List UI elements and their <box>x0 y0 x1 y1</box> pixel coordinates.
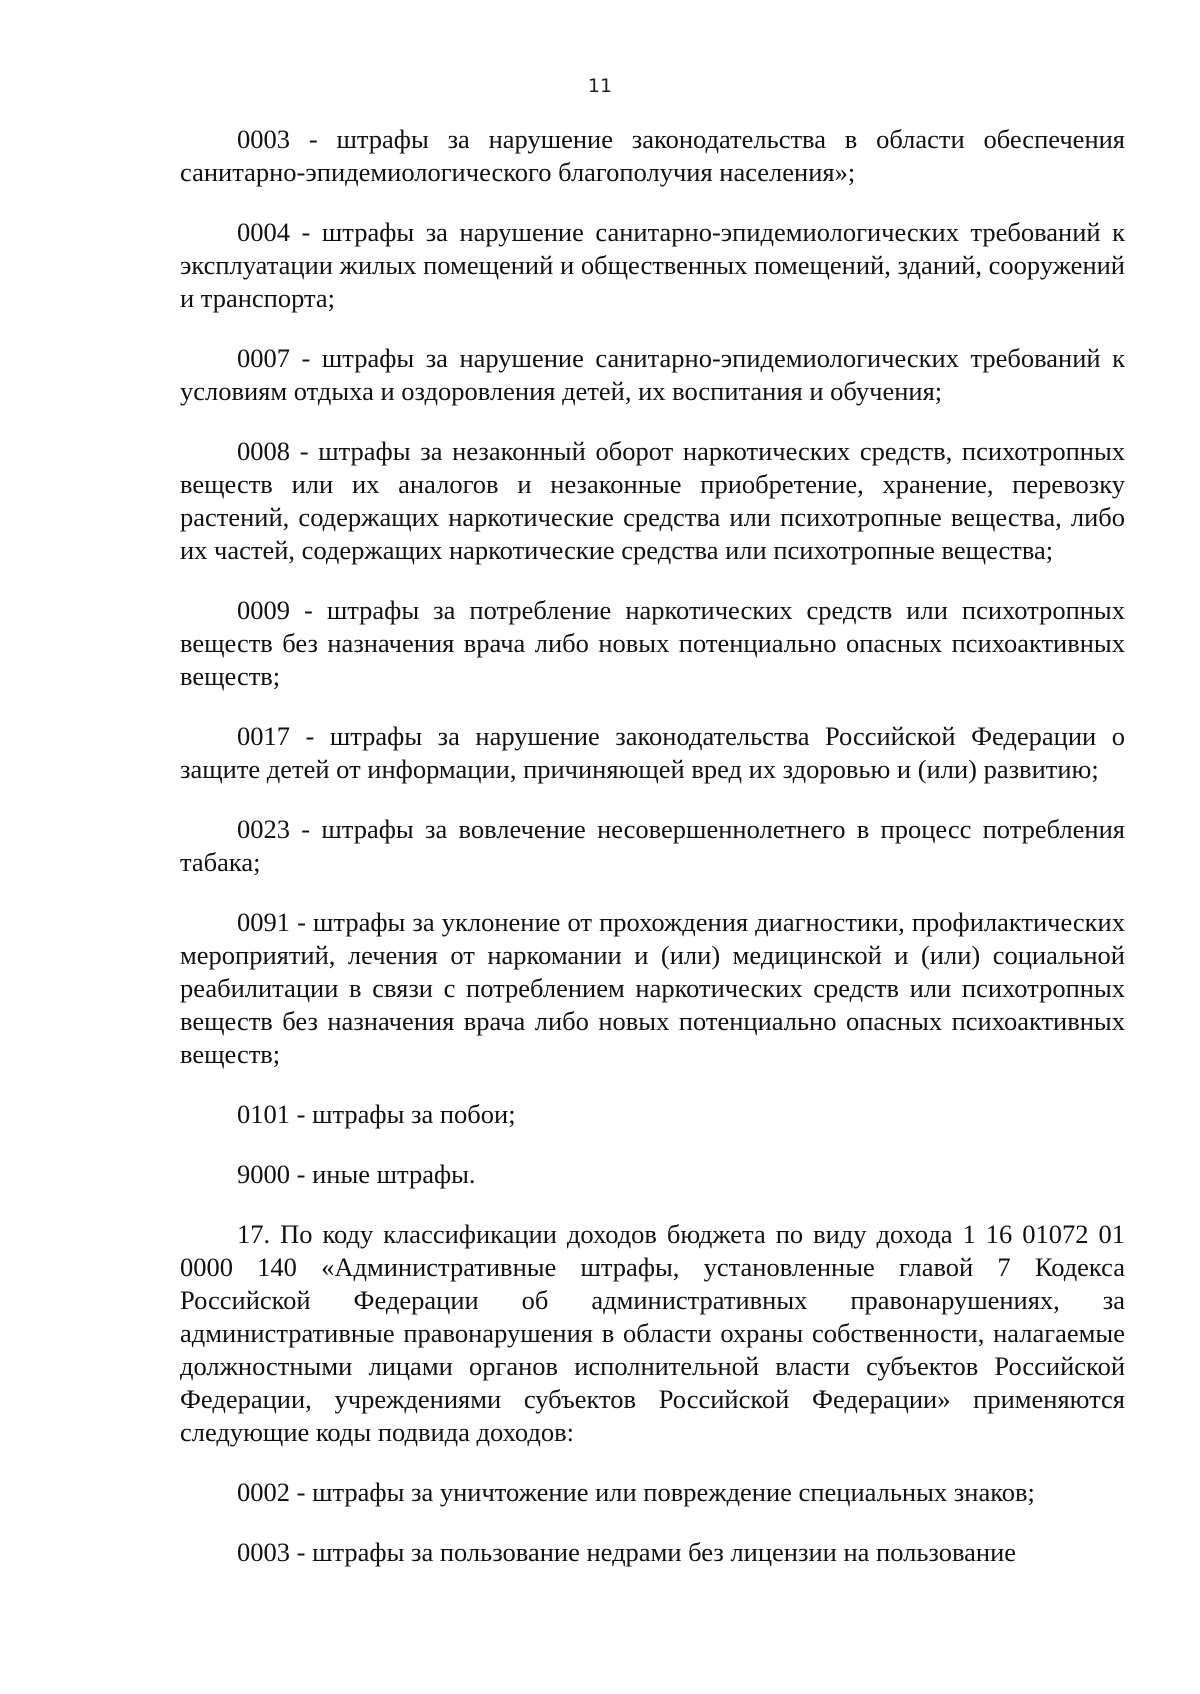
paragraph-code-0004: 0004 - штрафы за нарушение санитарно-эпидемиологических требований к эксплуатации жилых помещений и общественных помещений, зданий, сооружений и транспорта; <box>180 217 1125 313</box>
paragraph-code-9000: 9000 - иные штрафы. <box>237 1159 476 1189</box>
paragraph-section-17: 17. По коду классификации доходов бюджета по виду дохода 1 16 01072 01 0000 140 «Административные штрафы, установленные главой 7 Кодекса Российской Федерации об административных правонарушениях, за административные правонарушения в области охраны собственности, налагаемые должностными лицами органов исполнительной власти субъектов Российской Федерации, учреждениями субъектов Российской Федерации» применяются следующие коды подвида доходов: <box>180 1219 1125 1447</box>
page-number: 11 <box>587 75 613 97</box>
paragraph-code-0008: 0008 - штрафы за незаконный оборот наркотических средств, психотропных веществ или их аналогов и незаконные приобретение, хранение, перевозку растений, содержащих наркотические средства или психотропные вещества, либо их частей, содержащих наркотические средства или психотропные вещества; <box>180 436 1125 565</box>
paragraph-code-0007: 0007 - штрафы за нарушение санитарно-эпидемиологических требований к условиям отдыха и оздоровления детей, их воспитания и обучения; <box>180 343 1125 406</box>
paragraph-code-0003-subsoil: 0003 - штрафы за пользование недрами без лицензии на пользование <box>237 1537 1017 1567</box>
paragraph-code-0017: 0017 - штрафы за нарушение законодательства Российской Федерации о защите детей от информации, причиняющей вред их здоровью и (или) развитию; <box>180 721 1125 784</box>
paragraph-code-0009: 0009 - штрафы за потребление наркотических средств или психотропных веществ без назначения врача либо новых потенциально опасных психоактивных веществ; <box>180 595 1125 691</box>
paragraph-code-0002: 0002 - штрафы за уничтожение или повреждение специальных знаков; <box>237 1477 1035 1507</box>
paragraph-code-0003: 0003 - штрафы за нарушение законодательства в области обеспечения санитарно-эпидемиологического благополучия населения»; <box>180 124 1125 187</box>
paragraph-code-0023: 0023 - штрафы за вовлечение несовершеннолетнего в процесс потребления табака; <box>180 814 1125 877</box>
paragraph-code-0101: 0101 - штрафы за побои; <box>237 1099 516 1129</box>
document-body <box>180 123 1125 1596</box>
paragraph-code-0091: 0091 - штрафы за уклонение от прохождения диагностики, профилактических мероприятий, лечения от наркомании и (или) медицинской и (или) социальной реабилитации в связи с потреблением наркотических средств или психотропных веществ без назначения врача либо новых потенциально опасных психоактивных веществ; <box>180 907 1125 1069</box>
